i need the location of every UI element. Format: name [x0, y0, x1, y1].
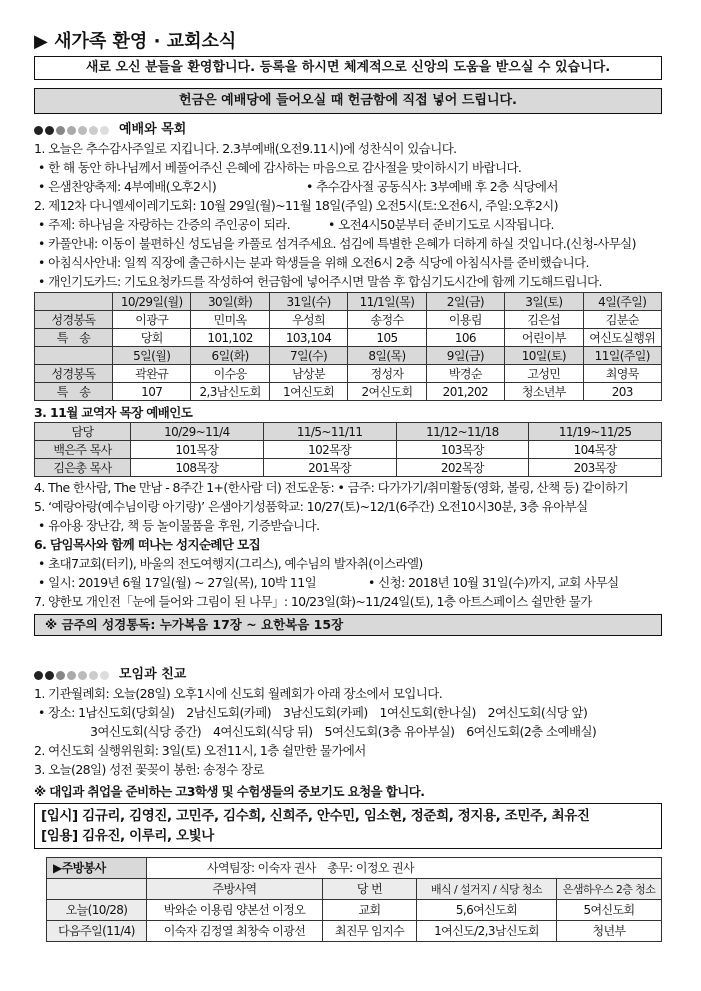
table-row: ▶주방봉사 사역팀장: 이숙자 권사 총무: 이정오 권사	[47, 858, 662, 879]
table-row: 주방사역 당 번 배식 / 설거지 / 식당 청소 은샘하우스 2층 청소	[47, 879, 662, 900]
welcome-banner: 새로 오신 분들을 환영합니다. 등록을 하시면 체계적으로 신앙의 도움을 받으실 수 있습니다.	[34, 56, 662, 80]
table-row: 특 송 107 2,3남신도회 1여신도회 2여신도회 201,202 청소년부 203	[35, 383, 662, 401]
table-row: 5일(월) 6일(화) 7일(수) 8일(목) 9일(금) 10일(토) 11일(주일)	[35, 347, 662, 365]
table-row: 김은총 목사 108목장 201목장 202목장 203목장	[35, 459, 662, 477]
bullet-dots-icon	[34, 121, 111, 139]
news-item-6-sub-b: • 일시: 2019년 6월 17일(월) ~ 27일(목), 10박 11일 • 신청: 2018년 10월 31일(수)까지, 교회 사무실	[38, 575, 619, 590]
news-item-2-sub-b: • 카풀안내: 이동이 불편하신 성도님을 카풀로 섬겨주세요. 섬김에 특별한 은혜가 더하게 하실 것입니다.(신청-사무실)	[38, 236, 636, 251]
kitchen-service-table	[46, 857, 662, 942]
table-row: 10/29일(월) 30일(화) 31일(수) 11/1일(목) 2일(금) 3일(토) 4일(주일)	[35, 293, 662, 311]
news-item-2-sub-a: • 주제: 하나님을 자랑하는 간증의 주인공이 되라. • 오전4시50분부터 준비기도로 시작됩니다.	[38, 217, 554, 232]
daniel-schedule-table	[34, 292, 662, 401]
news-item-5-sub: • 유아용 장난감, 책 등 놀이물품을 후원, 기증받습니다.	[38, 518, 320, 533]
bullet-dots-icon	[34, 666, 111, 684]
news-item-1: 1. 오늘은 추수감사주일로 지킵니다. 2.3부예배(오전9.11시)에 성찬식이 있습니다.	[34, 141, 457, 156]
news-item-6-sub-a: • 초대7교회(터키), 바울의 전도여행지(그리스), 예수님의 발자취(이스라엘)	[38, 556, 423, 571]
fellowship-item-1: 1. 기관월례회: 오늘(28일) 오후1시에 신도회 월례회가 아래 장소에서 모입니다.	[34, 686, 443, 701]
table-row: 성경봉독 이광구 민미옥 우성희 송정수 이용림 김은섭 김분순	[35, 311, 662, 329]
pastor-visit-table	[34, 422, 662, 477]
news-item-2-sub-d: • 개인기도카드: 기도요청카드를 작성하여 헌금함에 넣어주시면 말씀 후 합심기도시간에 함께 기도해드립니다.	[38, 274, 602, 289]
table-row: 오늘(10/28) 박와순 이용림 양본선 이정오 교회 5,6여신도회 5여신도회	[47, 900, 662, 921]
news-item-4: 4. The 한사람, The 만남 - 8주간 1+(한사람 더) 전도운동: • 금주: 다가가기/취미활동(영화, 볼링, 산책 등) 같이하기	[34, 480, 629, 495]
news-item-1-sub-b: • 은샘찬양축제: 4부예배(오후2시) • 추수감사절 공동식사: 3부예배 후 2층 식당에서	[38, 179, 558, 194]
table-row: 특 송 당회 101,102 103,104 105 106 어린이부 여신도실행위	[35, 329, 662, 347]
offering-banner: 헌금은 예배당에 들어오실 때 헌금함에 직접 넣어 드립니다.	[34, 88, 662, 114]
fellowship-item-1-places-cont: 3여신도회(식당 중간) 4여신도회(식당 뒤) 5여신도회(3층 유아부실) 6여신도회(2층 소예배실)	[90, 724, 597, 739]
fellowship-item-3: 3. 오늘(28일) 성전 꽃꽂이 봉헌: 송정수 장로	[34, 762, 264, 777]
news-item-2-sub-c: • 아침식사안내: 일찍 직장에 출근하시는 분과 학생들을 위해 오전6시 2층 식당에 아침식사를 준비했습니다.	[38, 255, 589, 270]
bible-reading-note: ※ 금주의 성경통독: 누가복음 17장 ~ 요한복음 15장	[34, 614, 662, 636]
fellowship-heading: 모임과 친교	[34, 666, 662, 684]
news-item-6: 6. 담임목사와 함께 떠나는 성지순례단 모집	[34, 537, 261, 552]
triangle-icon: ▶	[34, 31, 55, 52]
news-item-2: 2. 제12차 다니엘세이레기도회: 10월 29일(월)~11월 18일(주일) 오전5시(토:오전6시, 주일:오후2시)	[34, 198, 558, 213]
news-item-1-sub-a: • 한 해 동안 하나님께서 베풀어주신 은혜에 감사하는 마음으로 감사절을 맞이하시기 바랍니다.	[38, 160, 522, 175]
table-row: 담당 10/29~11/4 11/5~11/11 11/12~11/18 11/19~11/25	[35, 423, 662, 441]
worship-heading: 예배와 목회	[34, 121, 662, 139]
fellowship-item-2: 2. 여신도회 실행위원회: 3일(토) 오전11시, 1층 쉴만한 물가에서	[34, 743, 366, 758]
table-row: 다음주일(11/4) 이숙자 김정열 최창숙 이광선 최진무 임지수 1여신도/2,3남신도회 청년부	[47, 921, 662, 942]
table-row: 백은주 목사 101목장 102목장 103목장 104목장	[35, 441, 662, 459]
hire-names: [임용] 김유진, 이루리, 오빛나	[41, 828, 214, 844]
prayer-request: ※ 대입과 취업을 준비하는 고3학생 및 수험생들의 중보기도 요청을 합니다.	[34, 784, 425, 799]
table-row: 성경봉독 곽완규 이수응 남상분 정성자 박경순 고성민 최영묵	[35, 365, 662, 383]
church-news-page	[34, 30, 662, 942]
news-item-7: 7. 양한모 개인전「눈에 들어와 그림이 된 나무」: 10/23일(화)~11/24일(토), 1층 아트스페이스 쉴만한 물가	[34, 594, 592, 609]
fellowship-item-1-places: • 장소: 1남신도회(당회실) 2남신도회(카페) 3남신도회(카페) 1여신도회(한나실) 2여신도회(식당 앞)	[38, 705, 588, 720]
news-item-5: 5. ‘예랑아랑(예수님이랑 아기랑)’ 은샘아기성품학교: 10/27(토)~12/1(6주간) 오전10시30분, 3층 유아부실	[34, 499, 588, 514]
page-title: ▶ 새가족 환영 · 교회소식	[34, 31, 237, 52]
news-item-3: 3. 11월 교역자 목장 예배인도	[34, 405, 193, 420]
student-names-box	[34, 803, 662, 849]
exam-names: [입시] 김규리, 김영진, 고민주, 김수희, 신희주, 안수민, 임소현, 정준희, 정지용, 조민주, 최유진	[41, 808, 590, 824]
